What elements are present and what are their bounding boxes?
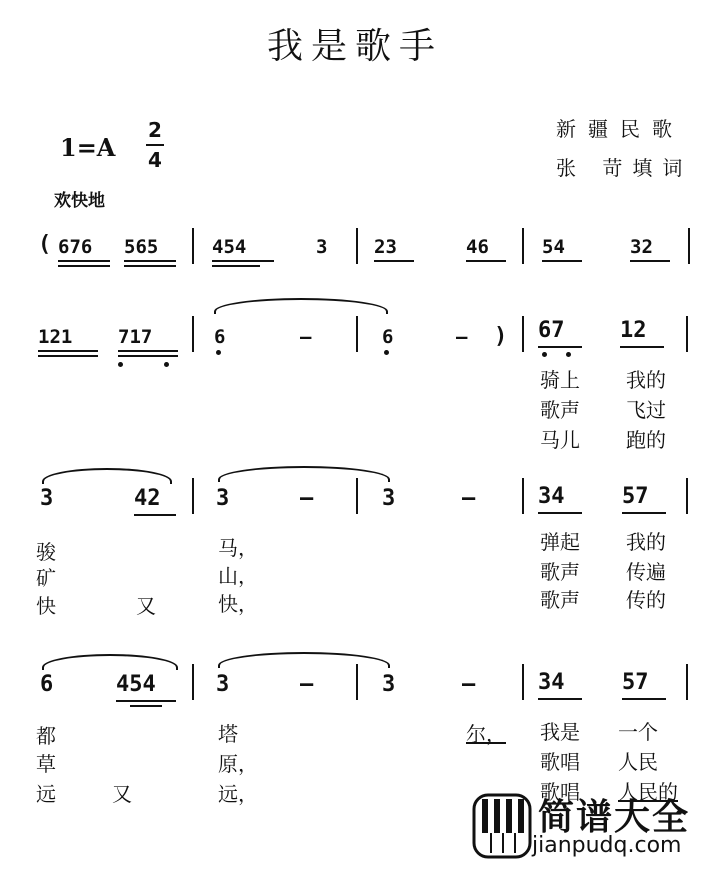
note-group: 32	[630, 236, 653, 258]
paren-open: (	[38, 232, 52, 257]
lyric: 尔，	[466, 722, 506, 746]
tempo-marking: 欢快地	[54, 191, 105, 211]
lyric: 塔	[218, 722, 238, 746]
note: 6	[214, 326, 226, 348]
lyric: 矿	[36, 566, 56, 590]
note: 3	[216, 486, 230, 511]
lyric: 又	[112, 782, 132, 806]
note-group: 54	[542, 236, 565, 258]
note-group: 34	[538, 670, 565, 695]
dash: —	[300, 486, 314, 511]
note-group: 57	[622, 670, 649, 695]
lyric: 歌唱	[540, 780, 580, 804]
lyric: 原，	[218, 752, 258, 776]
dash: —	[300, 672, 314, 697]
key-signature: 1=A	[60, 133, 116, 162]
note-group: 12	[620, 318, 647, 343]
note-group: 717	[118, 326, 153, 348]
lyric: 草	[36, 752, 56, 776]
lyric: 骑上	[540, 368, 580, 392]
lyric: 一个	[618, 720, 658, 744]
lyric: 又	[136, 594, 156, 618]
note: 3	[216, 672, 230, 697]
lyricist-credit: 张 苛填词	[556, 156, 693, 180]
lyric: 我是	[540, 720, 580, 744]
lyric: 远	[36, 782, 56, 806]
note-group: 23	[374, 236, 397, 258]
note-group: 565	[124, 236, 159, 258]
note-group: 454	[116, 672, 156, 697]
note-group: 34	[538, 484, 565, 509]
lyric: 快	[36, 594, 56, 618]
note: 3	[316, 236, 328, 258]
time-denominator: 4	[148, 148, 162, 172]
lyric: 人民的	[618, 780, 678, 804]
lyric: 人民	[618, 750, 658, 774]
note: 3	[40, 486, 54, 511]
lyric: 都	[36, 724, 56, 748]
note-group: 676	[58, 236, 93, 258]
dash: —	[462, 486, 476, 511]
logo-url: jianpudq.com	[532, 833, 682, 858]
note-group: 42	[134, 486, 161, 511]
lyric: 传遍	[626, 560, 666, 584]
lyric: 远，	[218, 782, 258, 806]
lyric: 马儿	[540, 428, 580, 452]
page-title: 我是歌手	[266, 26, 443, 67]
lyric: 弹起	[540, 530, 580, 554]
time-signature	[146, 118, 164, 172]
lyric: 歌唱	[540, 750, 580, 774]
lyric: 快，	[218, 592, 258, 616]
note: 6	[40, 672, 54, 697]
lyric: 马，	[218, 536, 258, 560]
dash: —	[300, 326, 312, 348]
lyric: 歌声	[540, 588, 580, 612]
note-group: 57	[622, 484, 649, 509]
time-numerator: 2	[148, 118, 162, 142]
note-group: 454	[212, 236, 247, 258]
logo-name: 简谱大全	[538, 797, 691, 838]
lyric: 飞过	[626, 398, 666, 422]
lyric: 跑的	[626, 428, 666, 452]
note: 6	[382, 326, 394, 348]
paren-close: )	[494, 324, 508, 349]
piano-keys-icon	[472, 793, 532, 859]
lyric: 骏	[36, 540, 56, 564]
origin-credit: 新疆民歌	[556, 117, 684, 141]
lyric: 传的	[626, 588, 666, 612]
lyric: 歌声	[540, 398, 580, 422]
note: 3	[382, 486, 396, 511]
note-group: 67	[538, 318, 565, 343]
lyric: 山，	[218, 564, 258, 588]
lyric: 歌声	[540, 560, 580, 584]
site-logo	[472, 793, 702, 863]
note-group: 46	[466, 236, 489, 258]
lyric: 我的	[626, 368, 666, 392]
note-group: 121	[38, 326, 73, 348]
note: 3	[382, 672, 396, 697]
dash: —	[462, 672, 476, 697]
dash: —	[456, 326, 468, 348]
lyric: 我的	[626, 530, 666, 554]
